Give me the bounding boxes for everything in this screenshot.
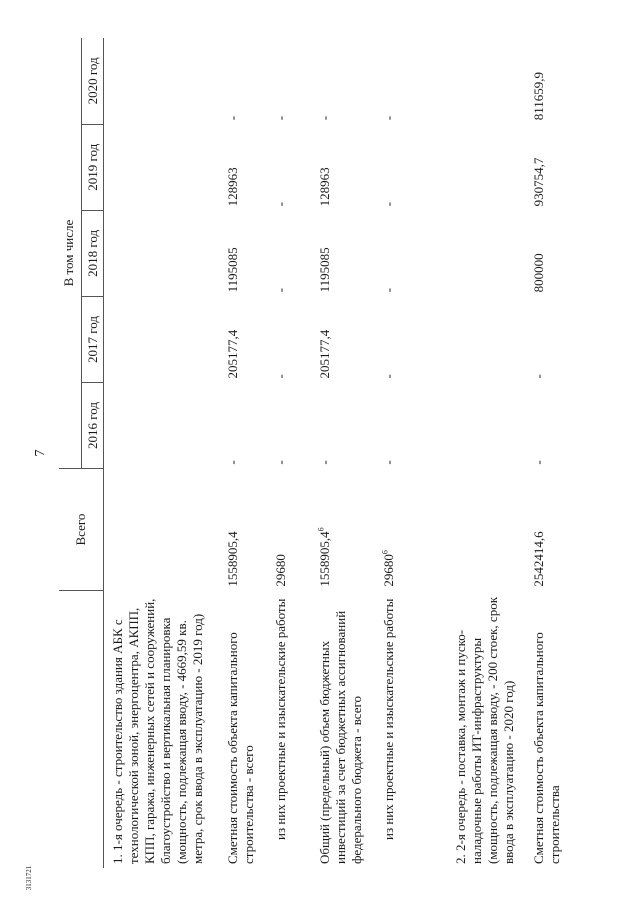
row-total-value: 29680 xyxy=(381,554,396,587)
row-total-value: 1558905,4 xyxy=(225,531,240,587)
row-total xyxy=(311,469,375,591)
budget-table xyxy=(59,38,573,868)
row-total xyxy=(219,469,267,591)
header-name-cell xyxy=(59,591,103,868)
header-year-2016: 2016 год xyxy=(81,383,103,469)
rotated-table-container xyxy=(59,38,599,868)
row-value-2018: 1195085 xyxy=(317,247,332,293)
row-label: из них проектные и изыскательские работы xyxy=(381,598,396,840)
document-code: 3131721 xyxy=(25,865,33,891)
row-label: Сметная стоимость объекта капитального строительства - всего xyxy=(225,632,256,864)
row-total xyxy=(525,469,573,591)
table-body xyxy=(103,38,573,868)
row-value-2020: - xyxy=(225,115,240,121)
row-value-2018 xyxy=(447,210,525,296)
row-total-value: 1558905,4 xyxy=(317,531,332,587)
header-year-2019: 2019 год xyxy=(81,124,103,210)
row-value-2018: 800000 xyxy=(531,253,546,293)
row-value-2016 xyxy=(447,383,525,469)
row-value-2016: - xyxy=(317,460,332,465)
row-value-2020 xyxy=(103,38,219,124)
footnote-marker: 6 xyxy=(380,550,390,555)
table-row xyxy=(219,38,267,868)
row-value-2017: 205177,4 xyxy=(317,329,332,379)
table-row xyxy=(525,38,573,868)
row-value-2020: 811659,9 xyxy=(531,71,546,121)
table-row xyxy=(375,38,447,868)
table-row xyxy=(311,38,375,868)
row-value-2020: - xyxy=(273,115,288,121)
row-value-2016: - xyxy=(225,460,240,465)
header-year-2017: 2017 год xyxy=(81,296,103,382)
header-year-2018: 2018 год xyxy=(81,210,103,296)
header-year-2020: 2020 год xyxy=(81,38,103,124)
row-value-2016: - xyxy=(273,460,288,465)
row-value-2019: 128963 xyxy=(225,167,240,207)
row-label: Общий (предельный) объем бюджетных инвестиций за счет бюджетных ассигнований федерального бюджета - всего xyxy=(317,610,364,864)
row-total xyxy=(267,469,311,591)
row-value-2017 xyxy=(103,296,219,382)
row-value-2016 xyxy=(103,383,219,469)
row-value-2019: - xyxy=(381,201,396,207)
page-number: 7 xyxy=(33,449,48,457)
row-value-2018: - xyxy=(381,288,396,293)
row-value-2019: - xyxy=(273,201,288,207)
row-total xyxy=(103,469,219,591)
row-value-2017 xyxy=(447,296,525,382)
row-label: 1. 1-я очередь - строительство здания АБК с технологической зоной, энергоцентра, АКПП, КПП, гаража, инженерных сетей и сооружений, благоустройство и вертикальная планировка (мощность, подлежащая вводу, - 4669,59 кв. метра, срок ввода в эксплуатацию - 2019 год) xyxy=(109,598,205,864)
table-row xyxy=(447,38,525,868)
row-total xyxy=(447,469,525,591)
row-value-2017: - xyxy=(531,374,546,379)
row-label: из них проектные и изыскательские работы xyxy=(273,598,288,840)
header-total: Всего xyxy=(59,469,103,591)
row-value-2020: - xyxy=(381,115,396,121)
row-value-2019: 128963 xyxy=(317,167,332,207)
row-value-2017: - xyxy=(381,374,396,379)
table-row xyxy=(103,38,219,868)
row-value-2016: - xyxy=(531,460,546,465)
row-value-2018 xyxy=(103,210,219,296)
row-total xyxy=(375,469,447,591)
row-total-value: 29680 xyxy=(273,554,288,587)
row-value-2020 xyxy=(447,38,525,124)
row-total-value: 2542414,6 xyxy=(531,531,546,587)
row-value-2019 xyxy=(103,124,219,210)
row-value-2018: - xyxy=(273,288,288,293)
table-row xyxy=(267,38,311,868)
row-value-2020: - xyxy=(317,115,332,121)
row-value-2017: - xyxy=(273,374,288,379)
footnote-marker: 6 xyxy=(316,527,326,532)
row-value-2019: 930754,7 xyxy=(531,157,546,207)
row-label: 2. 2-я очередь - поставка, монтаж и пуско-наладочные работы ИТ-инфраструктуры (мощность, подлежащая вводу, - 200 стоек, срок ввода в эксплуатацию - 2020 год) xyxy=(453,596,516,864)
row-value-2019 xyxy=(447,124,525,210)
row-label: Сметная стоимость объекта капитального строительства xyxy=(531,632,562,864)
row-value-2017: 205177,4 xyxy=(225,329,240,379)
header-including: В том числе xyxy=(59,38,81,469)
row-value-2018: 1195085 xyxy=(225,247,240,293)
row-value-2016: - xyxy=(381,460,396,465)
